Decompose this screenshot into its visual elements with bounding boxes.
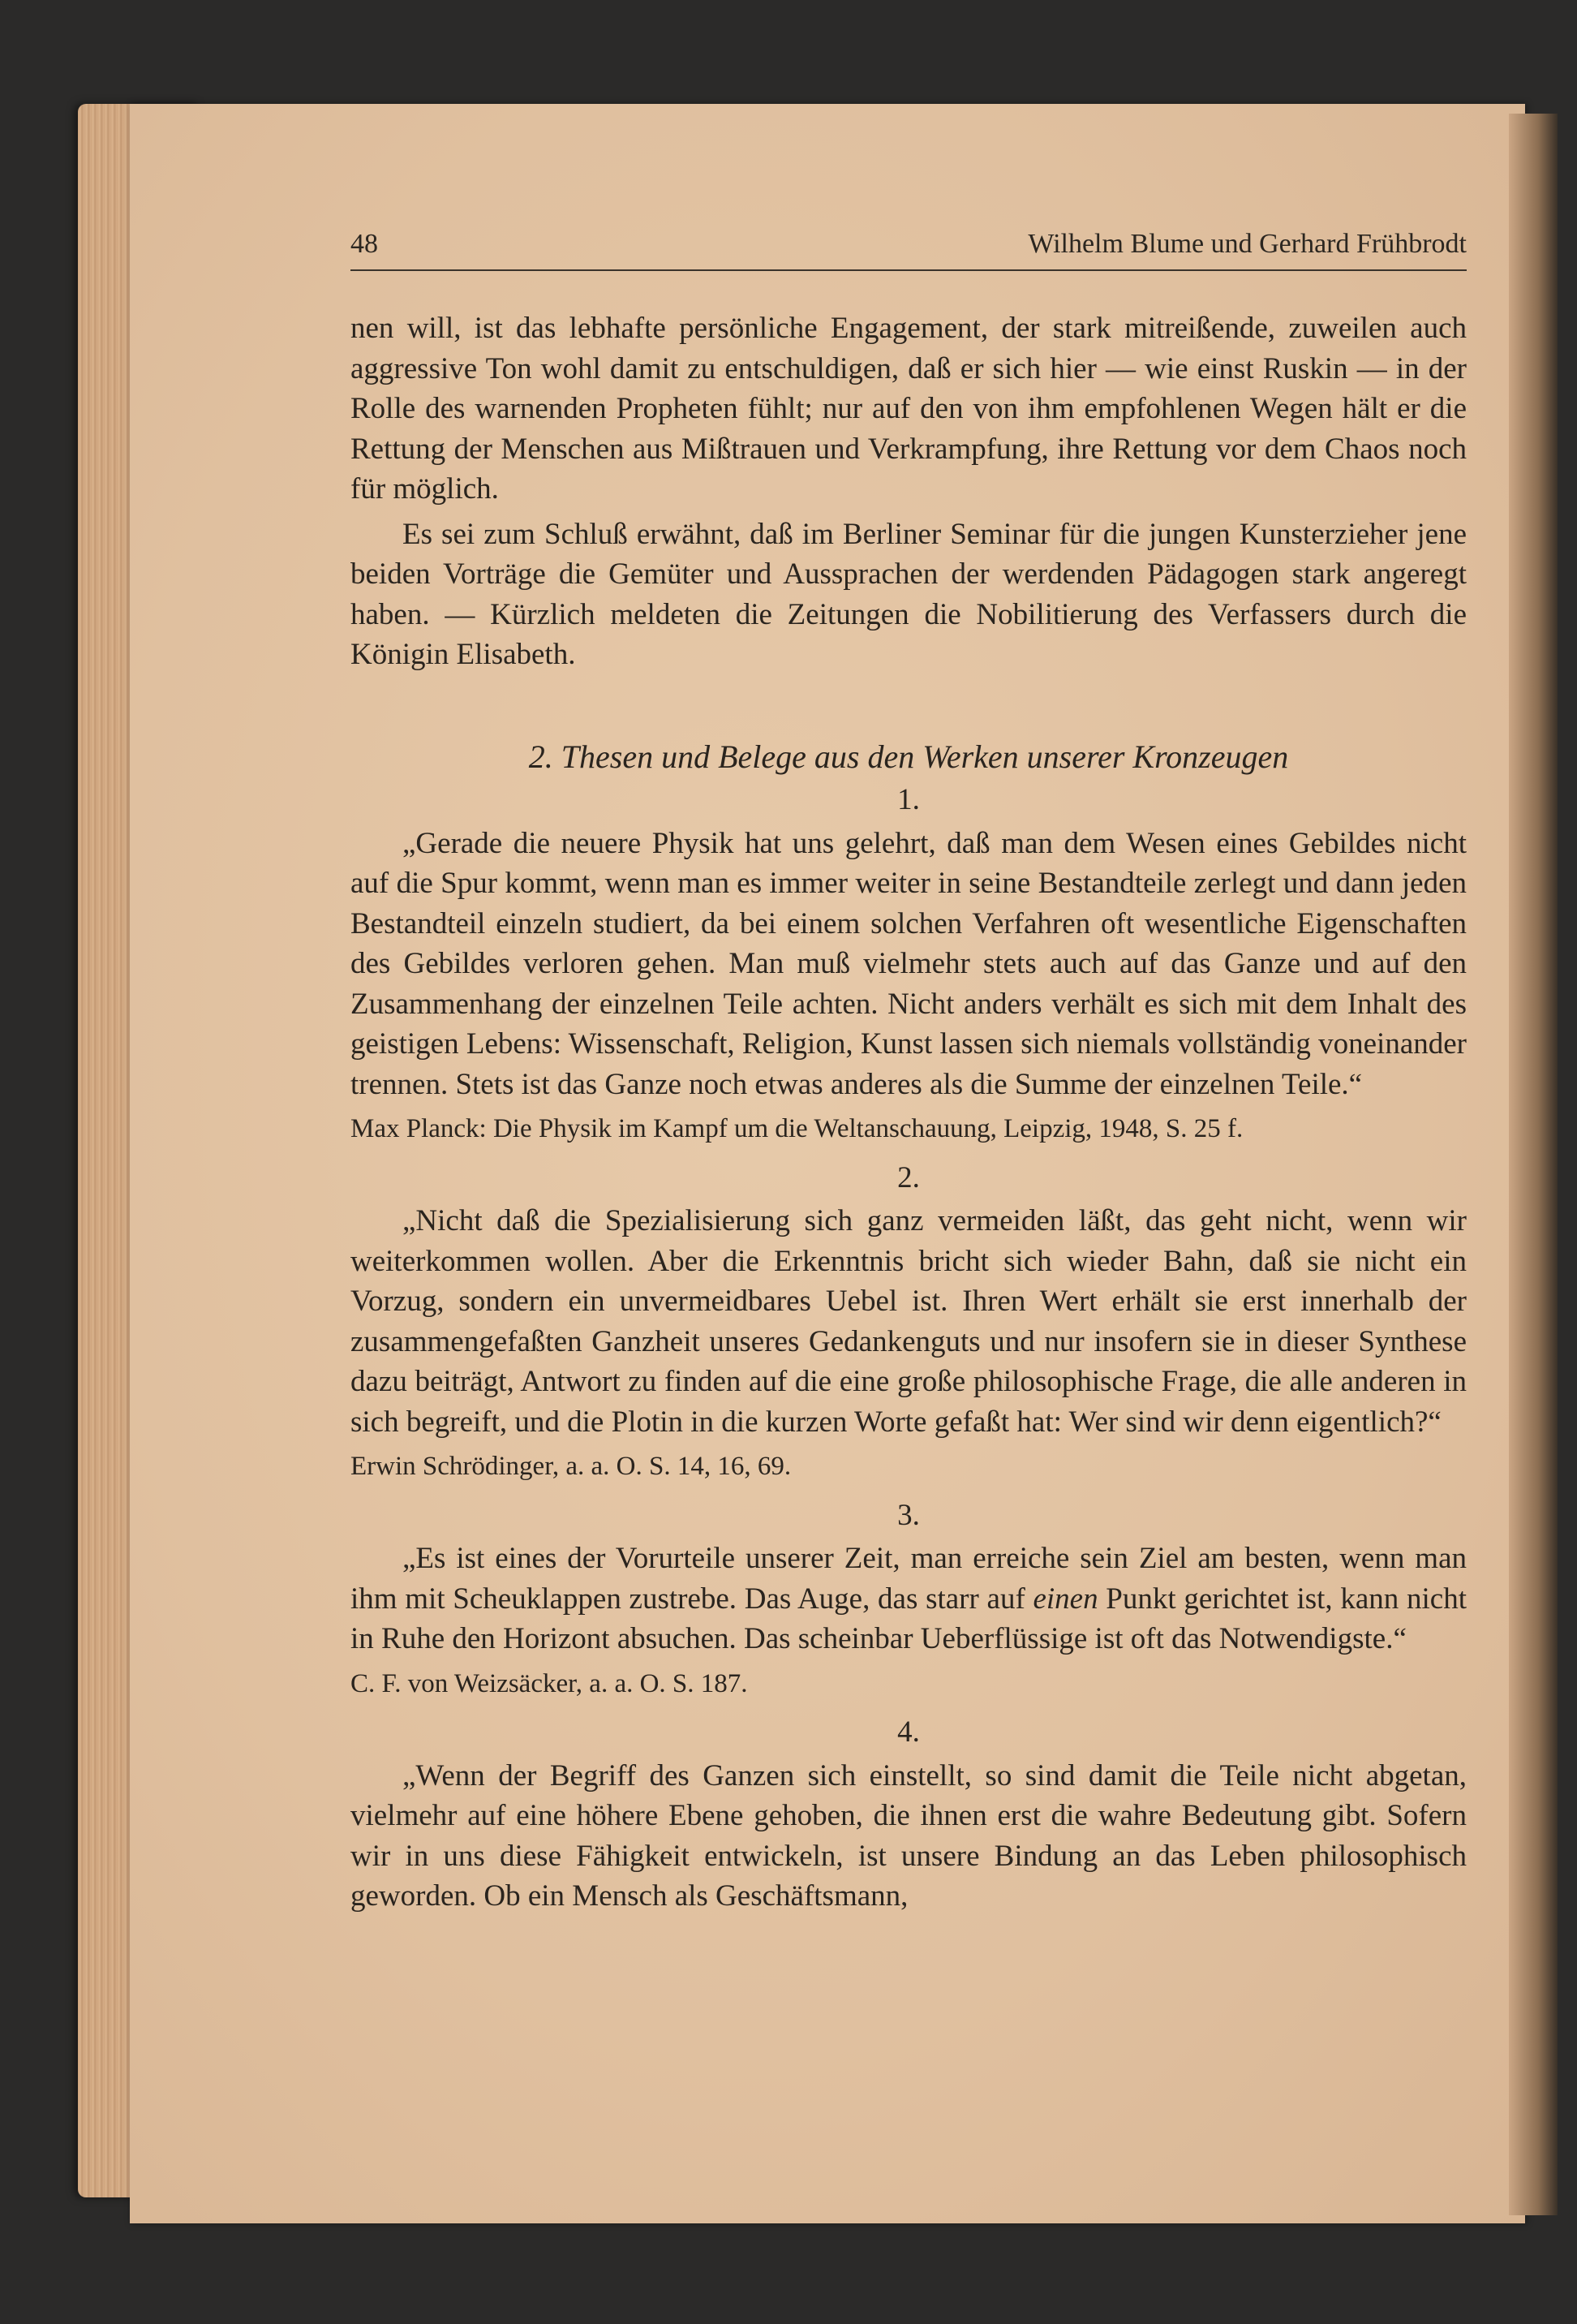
thesis-source: Max Planck: Die Physik im Kampf um die Weltanschauung, Leipzig, 1948, S. 25 f. — [350, 1114, 1244, 1143]
gutter-shadow — [1509, 114, 1558, 2215]
thesis-quote: „Gerade die neuere Physik hat uns gelehrt, daß man dem Wesen eines Gebildes nicht auf die Spur kommt, wenn man es immer weiter in seine Bestandteile zerlegt und dann jeden Bestandteil einzeln studiert, da bei einem solchen Verfahren oft wesentliche Eigenschaften des Gebildes verloren gehen. Man muß vielmehr stets auch auf das Ganze und auf den Zusammenhang der einzelnen Teile achten. Nicht anders verhält es sich mit dem Inhalt des geistigen Lebens: Wissenschaft, Religion, Kunst lassen sich niemals vollständig voneinander trennen. Stets ist das Ganze noch etwas anderes als die Summe der einzelnen Teile.“ — [350, 826, 1467, 1101]
thesis-source: Erwin Schrödinger, a. a. O. S. 14, 16, 69. — [350, 1452, 792, 1481]
page-body — [350, 308, 1467, 1917]
running-title: Wilhelm Blume und Gerhard Frühbrodt — [1028, 229, 1467, 259]
page-number: 48 — [350, 229, 378, 259]
thesis-quote: „Nicht daß die Spezialisierung sich ganz vermeiden läßt, das geht nicht, wenn wir weiterkommen wollen. Aber die Erkenntnis bricht sich wieder Bahn, daß sie nicht ein Vorzug, sondern ein unvermeidbares Uebel ist. Ihren Wert erhält sie erst innerhalb der zusammengefaßten Ganzheit unseres Gedankenguts und nur insofern sie in dieser Synthese dazu beiträgt, Antwort zu finden auf die eine große philosophische Frage, die alle anderen in sich begreift, und die Plotin in die kurzen Worte gefaßt hat: Wer sind wir denn eigentlich?“ — [350, 1204, 1467, 1439]
thesis-quote: „Wenn der Begriff des Ganzen sich einstellt, so sind damit die Teile nicht abgetan, vielmehr auf eine höhere Ebene gehoben, die ihnen erst die wahre Bedeutung gibt. Sofern wir in uns diese Fähigkeit entwickeln, ist unsere Bindung an das Leben philosophisch geworden. Ob ein Mensch als Geschäftsmann, — [350, 1758, 1467, 1913]
page-header — [350, 227, 1467, 271]
quote-text: Punkt gerichtet ist, kann nicht in Ruhe den Horizont absuchen. Das scheinbar Ueberflüssige ist oft das Notwendigste.“ — [350, 1582, 1467, 1655]
quote-text: „Es ist eines der Vorurteile unserer Zeit, man erreiche sein Ziel am besten, wenn man ihm mit Scheuklappen zustrebe. Das Auge, das starr auf — [350, 1542, 1467, 1616]
thesis-quote — [350, 1539, 1467, 1659]
thesis-number: 4. — [897, 1715, 920, 1749]
paragraph-1: nen will, ist das lebhafte persönliche Engagement, der stark mitreißende, zuweilen auch aggressive Ton wohl damit zu entschuldigen, daß er sich hier — wie einst Ruskin — in der Rolle des warnenden Propheten fühlt; nur auf den von ihm empfohlenen Wegen hält er die Rettung der Menschen aus Mißtrauen und Verkrampfung, ihre Rettung vor dem Chaos noch für möglich. — [350, 312, 1467, 506]
thesis-source: C. F. von Weizsäcker, a. a. O. S. 187. — [350, 1668, 748, 1698]
section-heading: 2. Thesen und Belege aus den Werken unserer Kronzeugen — [528, 738, 1289, 775]
paragraph-2: Es sei zum Schluß erwähnt, daß im Berliner Seminar für die jungen Kunsterzieher jene beiden Vorträge die Gemüter und Aussprachen der werdenden Pädagogen stark angeregt haben. — Kürzlich meldeten die Zeitungen die Nobilitierung des Verfassers durch die Königin Elisabeth. — [350, 517, 1467, 671]
emphasized-word: einen — [1033, 1582, 1098, 1616]
thesis-number: 3. — [897, 1498, 920, 1532]
thesis-number: 1. — [897, 783, 920, 816]
thesis-number: 2. — [897, 1160, 920, 1194]
